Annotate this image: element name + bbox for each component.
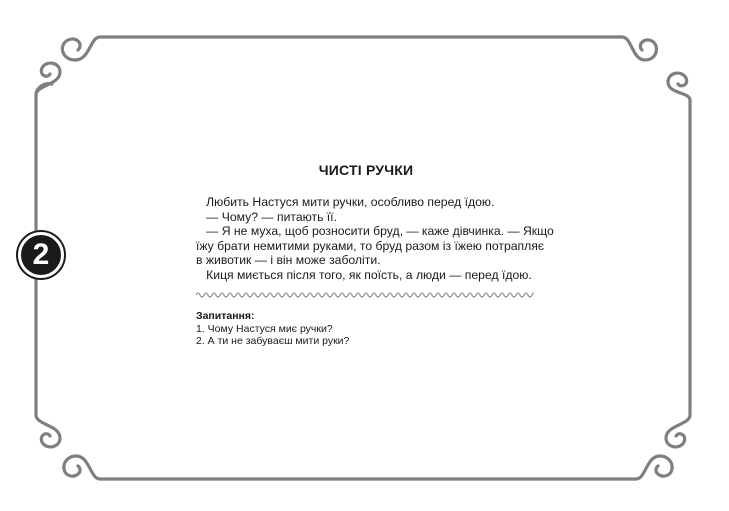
questions-block (196, 310, 536, 348)
wavy-divider (196, 290, 534, 300)
story-line: їжу брати немитими руками, то бруд разом із їжею потрапляє (196, 238, 545, 253)
story-line: — Чому? — питають її. (196, 209, 337, 224)
story-text (196, 195, 554, 282)
question-item: 1. Чому Настуся миє ручки? (196, 322, 333, 335)
story-line: Киця миється після того, як поїсть, а люди — перед їдою. (196, 267, 532, 282)
story-line: — Я не муха, щоб розносити бруд, — каже дівчинка. — Якщо (196, 224, 554, 238)
question-item: 2. А ти не забуваєш мити руки? (196, 335, 350, 347)
story-line: в животик — і він може заболіти. (196, 253, 381, 267)
story-line: Любить Настуся мити ручки, особливо перед їдою. (196, 195, 495, 209)
questions-heading: Запитання: (196, 310, 255, 322)
story-title: ЧИСТІ РУЧКИ (318, 162, 414, 178)
page-number-badge: 2 (18, 232, 64, 278)
